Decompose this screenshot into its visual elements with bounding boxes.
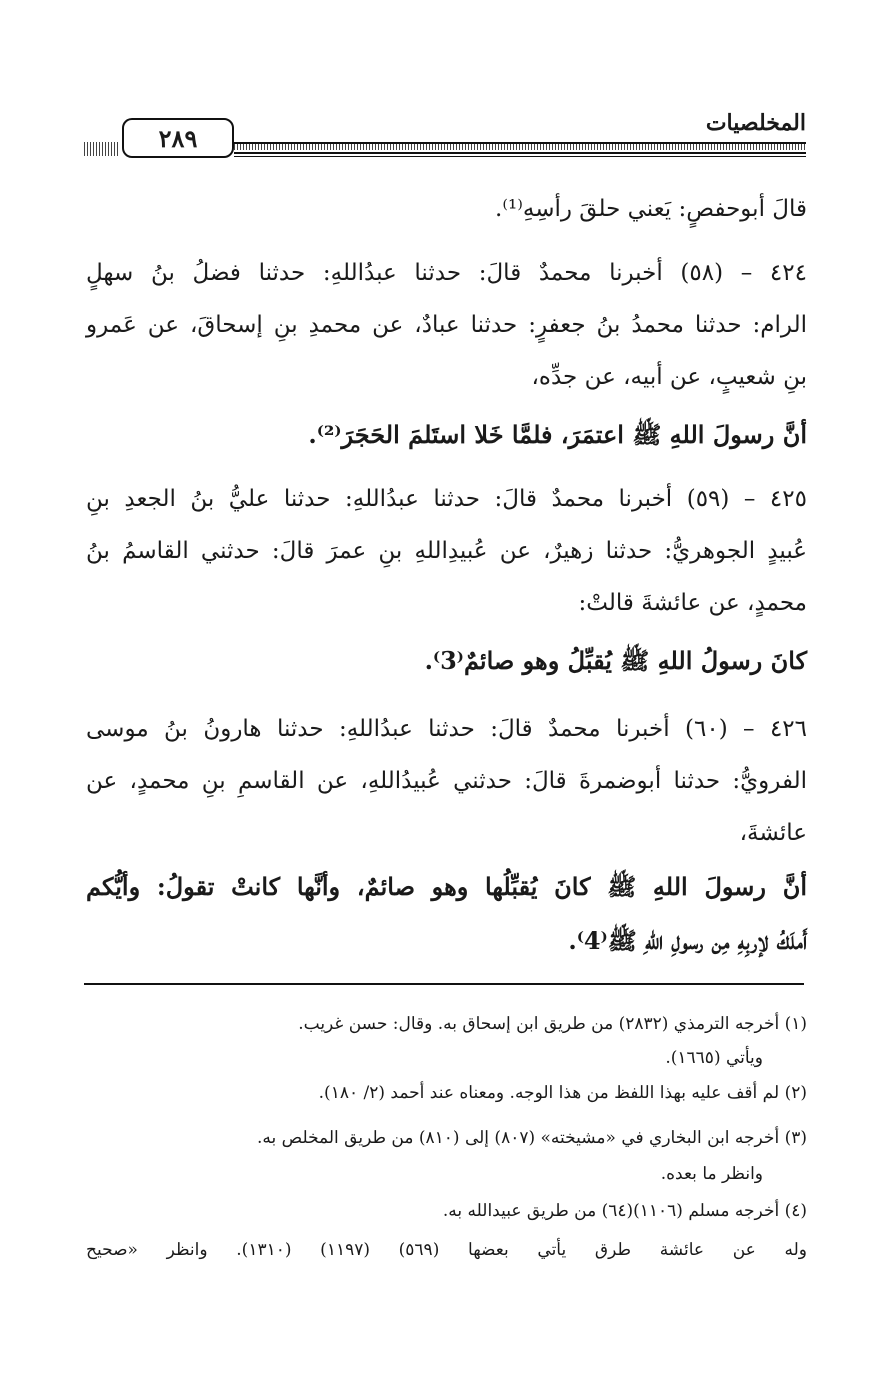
header-rule-line: [234, 156, 806, 157]
footnote: (١) أخرجه الترمذي (٢٨٣٢) من طريق ابن إسحاق به. وقال: حسن غريب.: [298, 1014, 807, 1034]
page-header: [84, 108, 806, 160]
body-line: محمدٍ، عن عائشةَ قالتْ:: [578, 590, 807, 616]
header-rule-hatch: [234, 144, 806, 150]
hadith-text: أَملَكُ لإربِهِ مِن رسولِ اللهِ ﷺ⁽4⁾.: [568, 926, 807, 955]
footnote-separator: [84, 983, 804, 985]
footnote: (٣) أخرجه ابن البخاري في «مشيخته» (٨٠٧) إلى (٨١٠) من طريق المخلص به.: [256, 1128, 807, 1148]
footnote: (٢) لم أقف عليه بهذا اللفظ من هذا الوجه. ومعناه عند أحمد (٢/ ١٨٠).: [318, 1083, 807, 1103]
body-line: بنِ شعيبٍ، عن أبيه، عن جدِّه،: [531, 364, 807, 390]
header-rule-hatch: [84, 142, 120, 156]
body-line: ٤٢٥ – (٥٩) أخبرنا محمدٌ قالَ: حدثنا عبدُاللهِ: حدثنا عليُّ بنُ الجعدِ بنِ: [86, 486, 807, 512]
body-line: الرام: حدثنا محمدُ بنُ جعفرٍ: حدثنا عبادٌ، عن محمدِ بنِ إسحاقَ، عن عَمرو: [86, 312, 807, 338]
body-line: الفرويُّ: حدثنا أبوضمرةَ قالَ: حدثني عُبيدُاللهِ، عن القاسمِ بنِ محمدٍ، عن: [86, 768, 807, 794]
body-line: قالَ أبوحفصٍ: يَعني حلقَ رأسِهِ⁽¹⁾.: [495, 196, 807, 222]
header-rule-line: [234, 152, 806, 154]
running-title: المخلصيات: [705, 110, 806, 136]
page-number: ٢٨٩: [122, 118, 234, 158]
hadith-text: أنَّ رسولَ اللهِ ﷺ اعتمَرَ، فلمَّا خَلا استَلمَ الحَجَرَ⁽²⁾.: [308, 420, 807, 449]
hadith-text: كانَ رسولُ اللهِ ﷺ يُقبِّلُ وهو صائمٌ⁽3⁾.: [424, 646, 807, 675]
hadith-text: أنَّ رسولَ اللهِ ﷺ كانَ يُقبِّلُها وهو صائمٌ، وأنَّها كانتْ تقولُ: وأيُّكم: [86, 872, 807, 901]
footnote: (٤) أخرجه مسلم (١١٠٦)(٦٤) من طريق عبيدالله به.: [442, 1201, 807, 1221]
body-line: ٤٢٤ – (٥٨) أخبرنا محمدٌ قالَ: حدثنا عبدُاللهِ: حدثنا فضلُ بنُ سهلٍ: [86, 260, 807, 286]
footnote-continuation: وله عن عائشة طرق يأتي بعضها (٥٦٩) (١١٩٧) (١٣١٠). وانظر «صحيح: [86, 1240, 807, 1260]
footnote-continuation: ويأتي (١٦٦٥).: [665, 1048, 763, 1068]
body-line: عُبيدٍ الجوهريُّ: حدثنا زهيرٌ، عن عُبيدِاللهِ بنِ عمرَ قالَ: حدثني القاسمُ بنُ: [86, 538, 807, 564]
body-line: ٤٢٦ – (٦٠) أخبرنا محمدٌ قالَ: حدثنا عبدُاللهِ: حدثنا هارونُ بنُ موسى: [86, 716, 807, 742]
footnote-continuation: وانظر ما بعده.: [660, 1164, 763, 1184]
body-line: عائشةَ،: [739, 820, 807, 846]
